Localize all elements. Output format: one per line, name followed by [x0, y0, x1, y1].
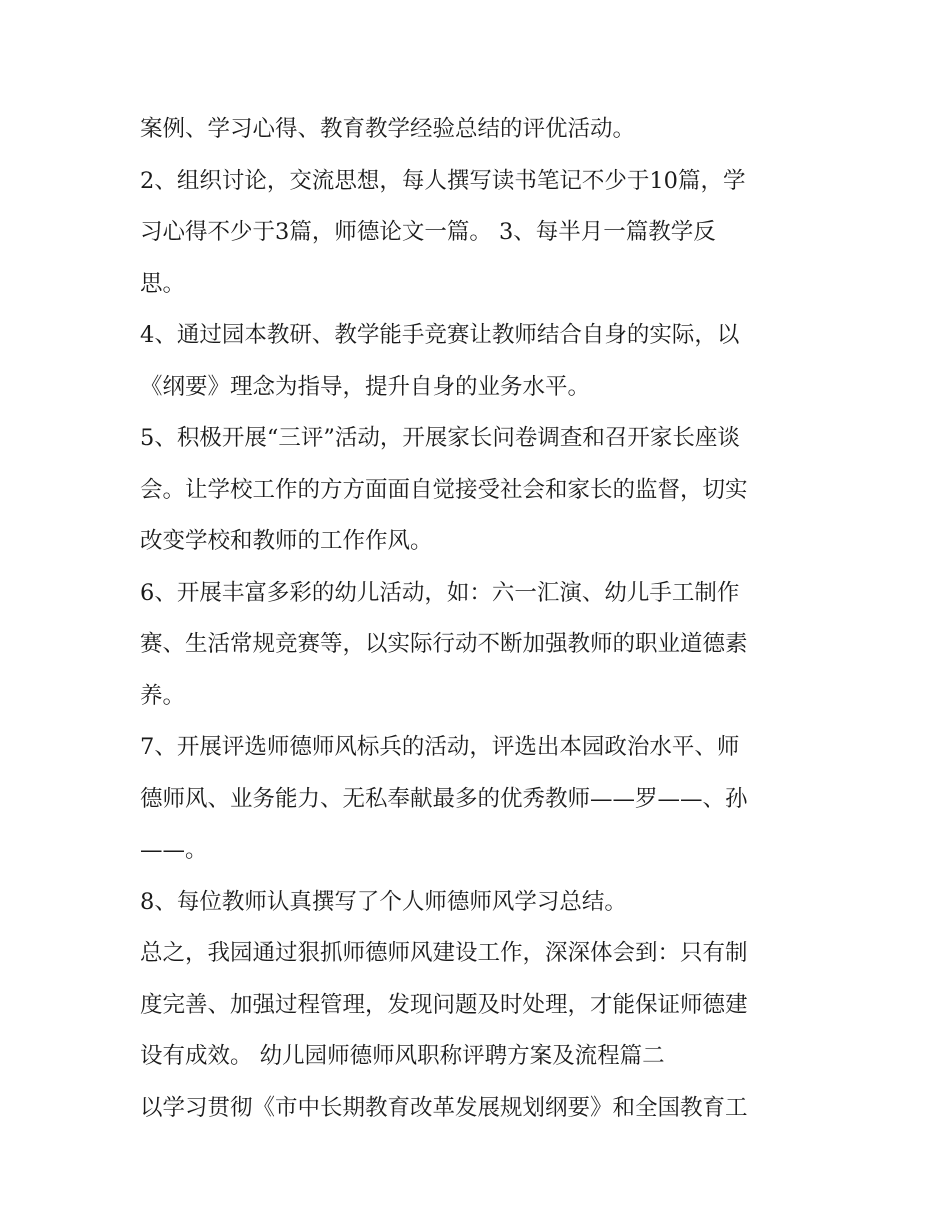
text-line: 习心得不少于3篇，师德论文一篇。 3、每半月一篇教学反 — [140, 219, 716, 245]
text-line: 以学习贯彻《市中长期教育改革发展规划纲要》和全国教育工 — [140, 1094, 748, 1121]
text-line: 《纲要》理念为指导，提升自身的业务水平。 — [140, 373, 591, 400]
text-line: 度完善、加强过程管理，发现问题及时处理，才能保证师德建 — [140, 991, 748, 1018]
text-line: 会。让学校工作的方方面面自觉接受社会和家长的监督，切实 — [140, 476, 748, 503]
text-line: 赛、生活常规竞赛等，以实际行动不断加强教师的职业道德素 — [140, 631, 748, 657]
text-line: 5、积极开展“三评”活动，开展家长问卷调查和召开家长座谈 — [140, 425, 740, 451]
text-line: 设有成效。 幼儿园师德师风职称评聘方案及流程篇二 — [140, 1043, 665, 1069]
text-line: 思。 — [140, 270, 186, 297]
text-line: 7、开展评选师德师风标兵的活动，评选出本园政治水平、师 — [140, 734, 740, 760]
text-line: 德师风、业务能力、无私奉献最多的优秀教师——罗——、孙 — [140, 785, 748, 812]
document-body — [140, 104, 820, 1134]
text-line: 改变学校和教师的工作作风。 — [140, 528, 433, 554]
text-line: 4、通过园本教研、教学能手竞赛让教师结合自身的实际，以 — [140, 322, 740, 348]
text-line: 6、开展丰富多彩的幼儿活动，如：六一汇演、幼儿手工制作 — [140, 579, 740, 606]
text-line: ——。 — [140, 837, 208, 863]
text-line: 养。 — [140, 682, 186, 709]
text-line: 案例、学习心得、教育教学经验总结的评优活动。 — [140, 116, 636, 142]
text-line: 总之，我园通过狠抓师德师风建设工作，深深体会到：只有制 — [140, 940, 748, 966]
text-line: 8、每位教师认真撰写了个人师德师风学习总结。 — [140, 888, 627, 915]
text-line: 2、组织讨论，交流思想，每人撰写读书笔记不少于10篇，学 — [140, 167, 746, 194]
